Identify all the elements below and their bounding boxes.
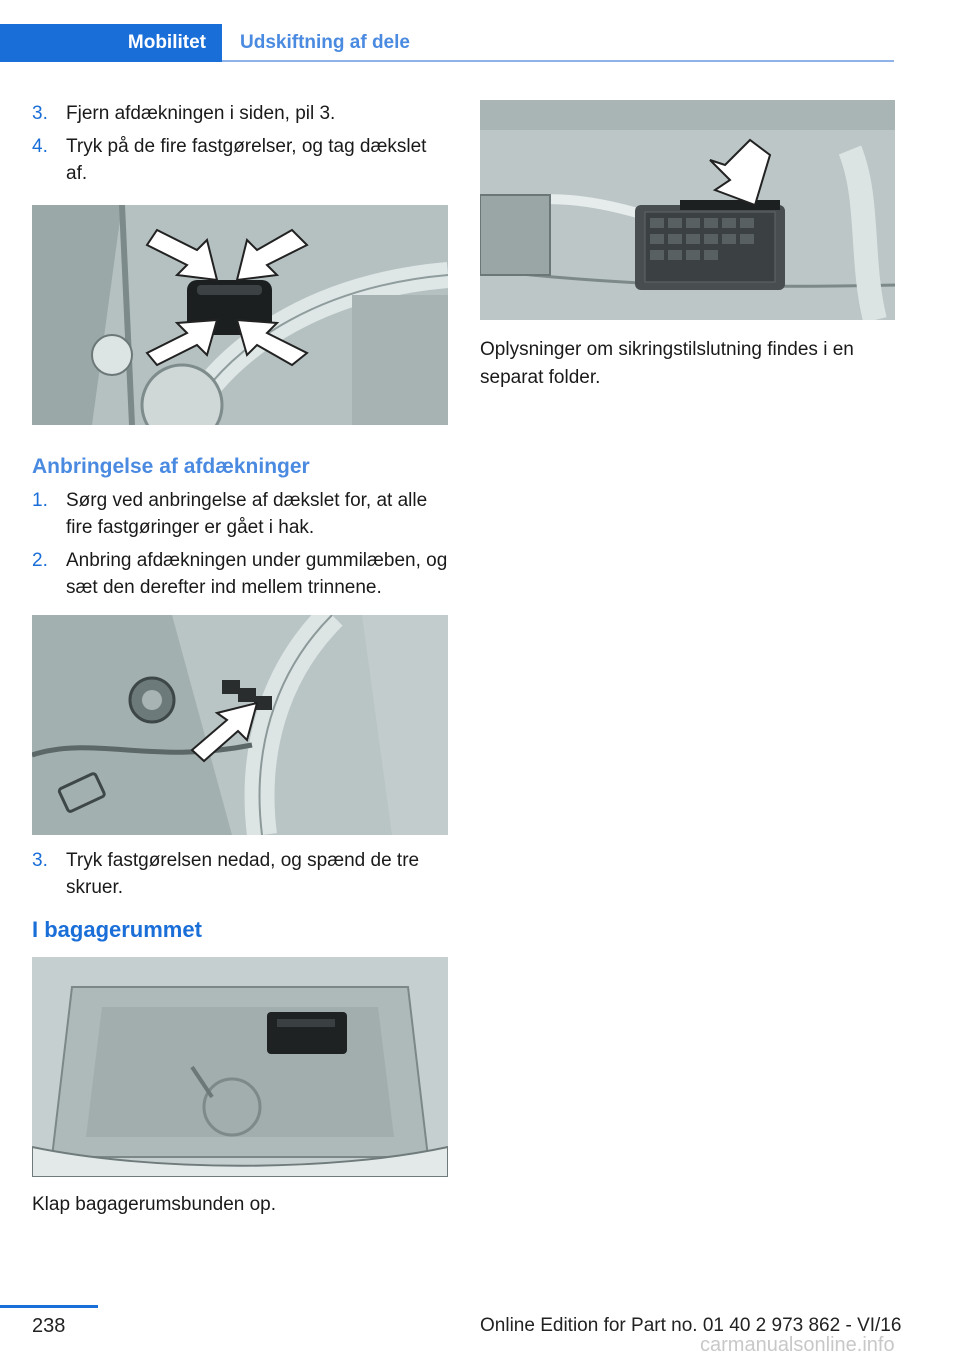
page-header (0, 24, 894, 62)
edition-info: Online Edition for Part no. 01 40 2 973 862 - VI/16 (480, 1315, 902, 1336)
caption: Oplysninger om sikringstilslutning findes i en separat folder. (480, 339, 854, 388)
cover-fitting-illustration (32, 615, 448, 835)
step-item (32, 487, 448, 541)
subheading: Anbringelse af afdækninger (32, 455, 310, 478)
page-number: 238 (32, 1315, 66, 1337)
section-tab[interactable]: Udskiftning af dele (240, 32, 410, 53)
chapter-tab[interactable]: Mobilitet (0, 24, 222, 62)
caption: Klap bagagerumsbunden op. (32, 1194, 277, 1215)
step-item (32, 847, 448, 901)
step-number: 1. (32, 490, 48, 511)
step-number: 3. (32, 103, 48, 124)
header-rule (222, 60, 894, 62)
step-text: Sørg ved anbringelse af dækslet for, at alle fire fastgøringer er gået i hak. (66, 490, 428, 538)
step-number: 3. (32, 850, 48, 871)
fuse-box-illustration (480, 100, 895, 320)
step-text: Fjern afdækningen i siden, pil 3. (66, 103, 336, 124)
watermark: carmanualsonline.info (700, 1334, 895, 1356)
step-number: 4. (32, 136, 48, 157)
step-text: Tryk fastgørelsen nedad, og spænd de tre skruer. (66, 850, 420, 898)
step-number: 2. (32, 550, 48, 571)
step-item (32, 133, 448, 187)
step-text: Tryk på de fire fastgørelser, og tag dækslet af. (66, 136, 427, 184)
footer-rule (0, 1305, 98, 1308)
step-item (32, 547, 448, 601)
luggage-compartment-illustration (32, 957, 448, 1177)
right-column (480, 100, 895, 392)
engine-cover-illustration (32, 205, 448, 425)
step-item (32, 100, 448, 127)
section-title: I bagagerummet (32, 917, 202, 942)
left-column (32, 100, 448, 1219)
step-text: Anbring afdækningen under gummilæben, og sæt den derefter ind mellem trinnene. (66, 550, 448, 598)
